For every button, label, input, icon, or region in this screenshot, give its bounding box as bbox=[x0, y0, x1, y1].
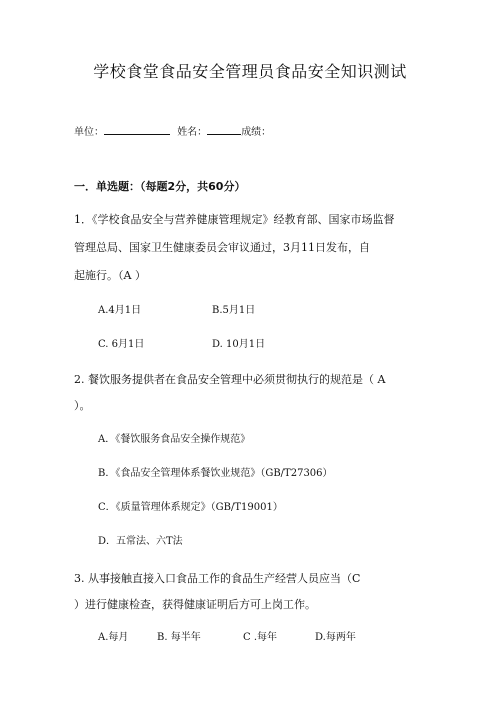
q3-option-d: D.每两年 bbox=[315, 632, 356, 643]
unit-label: 单位： bbox=[74, 127, 104, 138]
score-label: 成绩： bbox=[241, 127, 272, 138]
q2-line-2: ）。 bbox=[74, 399, 91, 412]
q1-option-c: C. 6月1日 bbox=[98, 339, 145, 350]
q1-line-2: 管理总局、国家卫生健康委员会审议通过，3月11日发布，自 bbox=[74, 241, 370, 254]
q2-option-a: A．《餐饮服务食品安全操作规范》 bbox=[98, 434, 251, 445]
name-blank bbox=[207, 125, 241, 135]
q2-option-b: B．《食品安全管理体系餐饮业规范》（GB/T27306） bbox=[98, 468, 333, 479]
q2-option-c: C．《质量管理体系规定》（GB/T19001） bbox=[98, 502, 283, 513]
page-title: 学校食堂食品安全管理员食品安全知识测试 bbox=[93, 62, 407, 81]
q3-line-2: ）进行健康检查，获得健康证明后方可上岗工作。 bbox=[74, 598, 316, 611]
q1-line-3: 起施行。（A ） bbox=[74, 269, 146, 282]
q3-option-c: C .每年 bbox=[243, 632, 278, 643]
section-heading: 一．单选题：（每题2分，共60分） bbox=[74, 180, 246, 193]
q3-line-1: 3. 从事接触直接入口食品工作的食品生产经营人员应当（C bbox=[74, 572, 361, 585]
q2-option-d: D．五常法、六T法 bbox=[98, 536, 183, 547]
name-label: 姓名： bbox=[177, 127, 208, 138]
q1-line-1: 1．《学校食品安全与营养健康管理规定》经教育部、国家市场监督 bbox=[74, 213, 395, 226]
q1-option-a: A.4月1日 bbox=[98, 305, 142, 316]
q1-option-d: D. 10月1日 bbox=[212, 339, 266, 350]
q3-option-b: B. 每半年 bbox=[157, 632, 201, 643]
q1-option-b: B.5月1日 bbox=[212, 305, 256, 316]
q2-line-1: 2. 餐饮服务提供者在食品安全管理中必须贯彻执行的规范是（ A bbox=[74, 373, 386, 386]
form-header bbox=[74, 125, 271, 138]
q3-option-a: A.每月 bbox=[98, 632, 129, 643]
unit-blank bbox=[104, 125, 170, 135]
